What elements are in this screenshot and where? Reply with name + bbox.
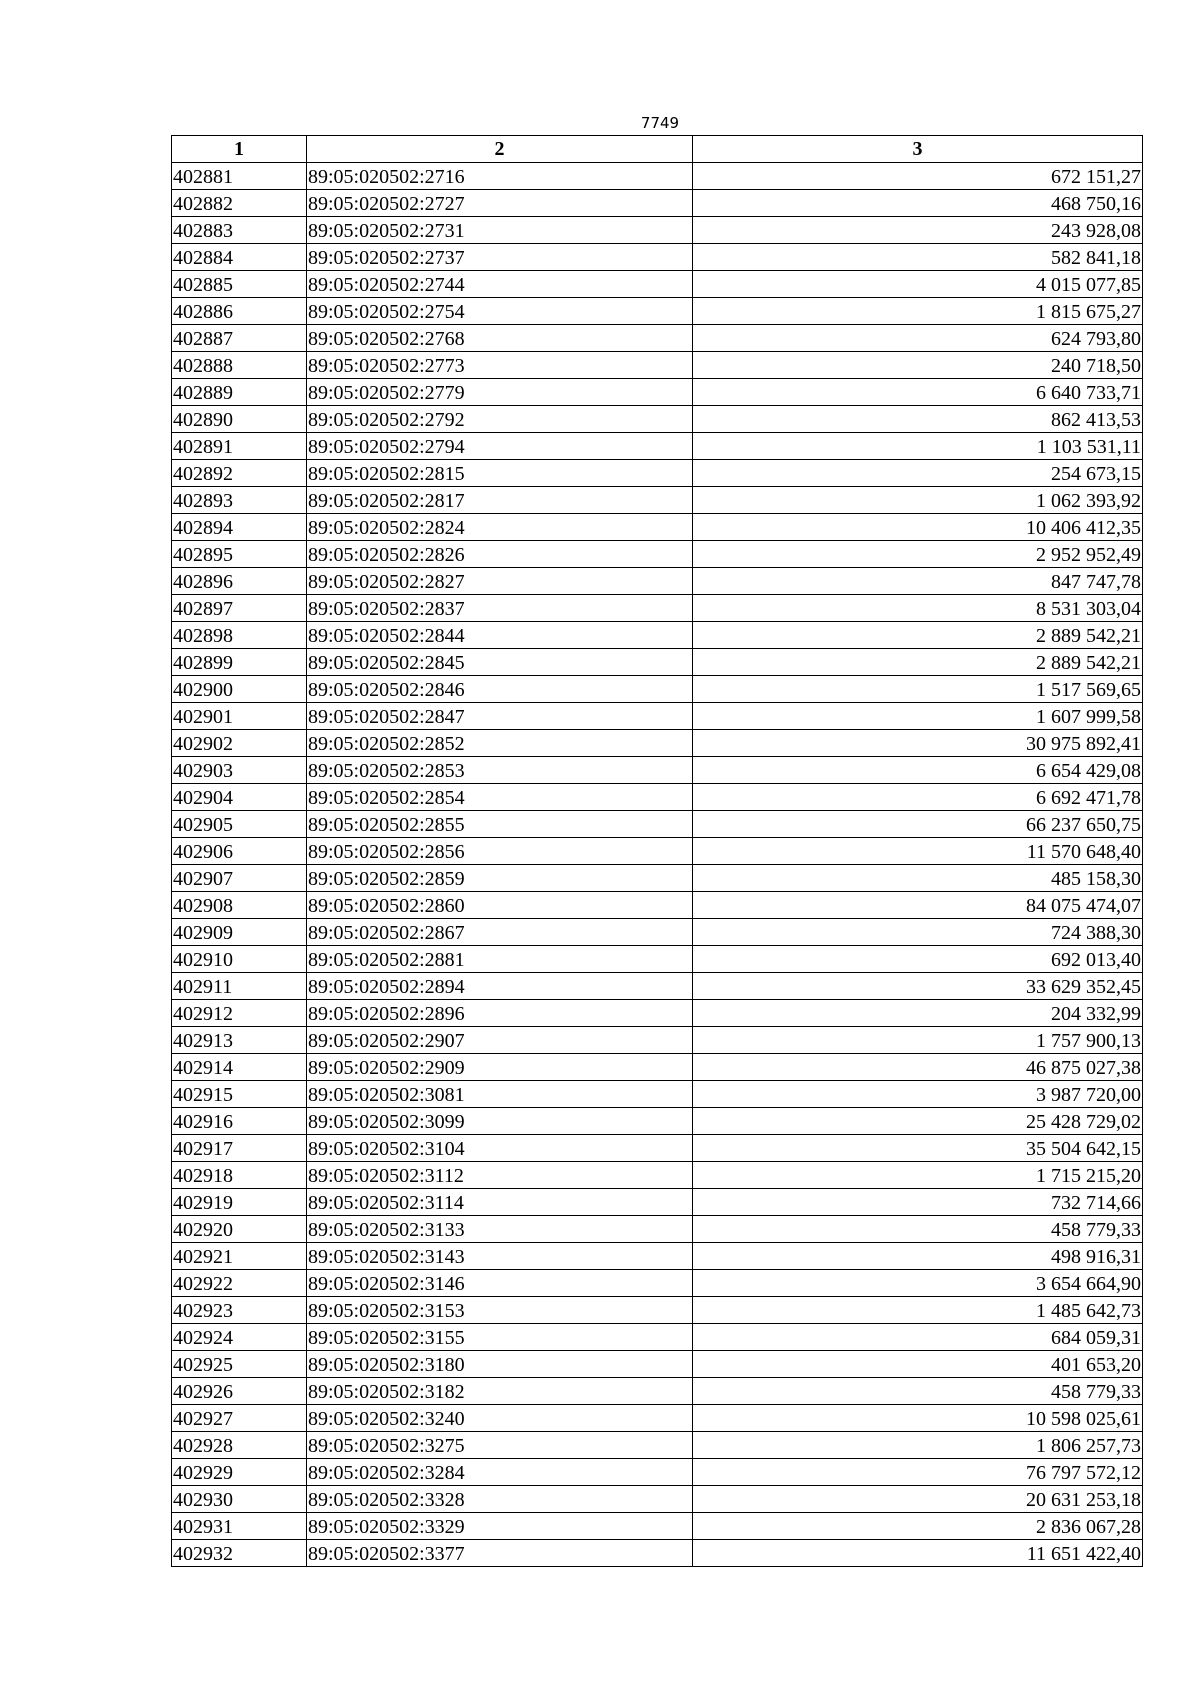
row-number-cell: 402893 xyxy=(172,487,307,514)
row-number-cell: 402881 xyxy=(172,163,307,190)
cadastral-number-cell: 89:05:020502:3114 xyxy=(307,1189,693,1216)
table-row xyxy=(172,217,1143,244)
cadastral-number-cell: 89:05:020502:2716 xyxy=(307,163,693,190)
cadastral-number-cell: 89:05:020502:2847 xyxy=(307,703,693,730)
table-row xyxy=(172,1459,1143,1486)
cadastral-number-cell: 89:05:020502:2855 xyxy=(307,811,693,838)
row-number-cell: 402906 xyxy=(172,838,307,865)
value-cell: 1 062 393,92 xyxy=(693,487,1143,514)
row-number-cell: 402899 xyxy=(172,649,307,676)
row-number-cell: 402891 xyxy=(172,433,307,460)
value-cell: 458 779,33 xyxy=(693,1216,1143,1243)
cadastral-number-cell: 89:05:020502:2907 xyxy=(307,1027,693,1054)
value-cell: 468 750,16 xyxy=(693,190,1143,217)
cadastral-number-cell: 89:05:020502:2779 xyxy=(307,379,693,406)
cadastral-number-cell: 89:05:020502:2837 xyxy=(307,595,693,622)
cadastral-number-cell: 89:05:020502:2845 xyxy=(307,649,693,676)
table-row xyxy=(172,838,1143,865)
row-number-cell: 402924 xyxy=(172,1324,307,1351)
cadastral-number-cell: 89:05:020502:3180 xyxy=(307,1351,693,1378)
row-number-cell: 402910 xyxy=(172,946,307,973)
value-cell: 204 332,99 xyxy=(693,1000,1143,1027)
value-cell: 724 388,30 xyxy=(693,919,1143,946)
cadastral-number-cell: 89:05:020502:3275 xyxy=(307,1432,693,1459)
value-cell: 254 673,15 xyxy=(693,460,1143,487)
row-number-cell: 402897 xyxy=(172,595,307,622)
cadastral-number-cell: 89:05:020502:3155 xyxy=(307,1324,693,1351)
value-cell: 3 654 664,90 xyxy=(693,1270,1143,1297)
row-number-cell: 402914 xyxy=(172,1054,307,1081)
value-cell: 458 779,33 xyxy=(693,1378,1143,1405)
row-number-cell: 402896 xyxy=(172,568,307,595)
table-row xyxy=(172,730,1143,757)
table-row xyxy=(172,1513,1143,1540)
cadastral-number-cell: 89:05:020502:2826 xyxy=(307,541,693,568)
table-row xyxy=(172,1378,1143,1405)
value-cell: 1 757 900,13 xyxy=(693,1027,1143,1054)
row-number-cell: 402902 xyxy=(172,730,307,757)
value-cell: 240 718,50 xyxy=(693,352,1143,379)
cadastral-number-cell: 89:05:020502:2754 xyxy=(307,298,693,325)
row-number-cell: 402909 xyxy=(172,919,307,946)
row-number-cell: 402898 xyxy=(172,622,307,649)
table-row xyxy=(172,244,1143,271)
table-row xyxy=(172,1189,1143,1216)
value-cell: 847 747,78 xyxy=(693,568,1143,595)
value-cell: 624 793,80 xyxy=(693,325,1143,352)
value-cell: 672 151,27 xyxy=(693,163,1143,190)
table-row xyxy=(172,1135,1143,1162)
table-row xyxy=(172,595,1143,622)
cadastral-number-cell: 89:05:020502:3284 xyxy=(307,1459,693,1486)
value-cell: 485 158,30 xyxy=(693,865,1143,892)
row-number-cell: 402925 xyxy=(172,1351,307,1378)
column-header-3: 3 xyxy=(693,136,1143,163)
table-header xyxy=(172,136,1143,163)
value-cell: 11 651 422,40 xyxy=(693,1540,1143,1567)
cadastral-number-cell: 89:05:020502:3112 xyxy=(307,1162,693,1189)
row-number-cell: 402883 xyxy=(172,217,307,244)
cadastral-number-cell: 89:05:020502:3104 xyxy=(307,1135,693,1162)
table-row xyxy=(172,676,1143,703)
cadastral-number-cell: 89:05:020502:3240 xyxy=(307,1405,693,1432)
table-row xyxy=(172,946,1143,973)
value-cell: 1 517 569,65 xyxy=(693,676,1143,703)
row-number-cell: 402915 xyxy=(172,1081,307,1108)
row-number-cell: 402923 xyxy=(172,1297,307,1324)
value-cell: 1 806 257,73 xyxy=(693,1432,1143,1459)
cadastral-number-cell: 89:05:020502:2792 xyxy=(307,406,693,433)
value-cell: 582 841,18 xyxy=(693,244,1143,271)
table-body xyxy=(172,163,1143,1567)
cadastral-number-cell: 89:05:020502:2731 xyxy=(307,217,693,244)
table-row xyxy=(172,1000,1143,1027)
table-row xyxy=(172,379,1143,406)
row-number-cell: 402926 xyxy=(172,1378,307,1405)
value-cell: 10 598 025,61 xyxy=(693,1405,1143,1432)
value-cell: 76 797 572,12 xyxy=(693,1459,1143,1486)
row-number-cell: 402931 xyxy=(172,1513,307,1540)
value-cell: 2 889 542,21 xyxy=(693,622,1143,649)
value-cell: 1 103 531,11 xyxy=(693,433,1143,460)
row-number-cell: 402918 xyxy=(172,1162,307,1189)
table-row xyxy=(172,1351,1143,1378)
cadastral-number-cell: 89:05:020502:2867 xyxy=(307,919,693,946)
value-cell: 33 629 352,45 xyxy=(693,973,1143,1000)
value-cell: 2 889 542,21 xyxy=(693,649,1143,676)
table-row xyxy=(172,1216,1143,1243)
row-number-cell: 402901 xyxy=(172,703,307,730)
table-row xyxy=(172,973,1143,1000)
cadastral-number-cell: 89:05:020502:2815 xyxy=(307,460,693,487)
row-number-cell: 402912 xyxy=(172,1000,307,1027)
row-number-cell: 402895 xyxy=(172,541,307,568)
value-cell: 862 413,53 xyxy=(693,406,1143,433)
cadastral-number-cell: 89:05:020502:2817 xyxy=(307,487,693,514)
row-number-cell: 402929 xyxy=(172,1459,307,1486)
value-cell: 3 987 720,00 xyxy=(693,1081,1143,1108)
table-row xyxy=(172,1243,1143,1270)
table-row xyxy=(172,1108,1143,1135)
table-row xyxy=(172,757,1143,784)
cadastral-number-cell: 89:05:020502:2881 xyxy=(307,946,693,973)
value-cell: 498 916,31 xyxy=(693,1243,1143,1270)
value-cell: 1 485 642,73 xyxy=(693,1297,1143,1324)
value-cell: 66 237 650,75 xyxy=(693,811,1143,838)
value-cell: 25 428 729,02 xyxy=(693,1108,1143,1135)
table-row xyxy=(172,703,1143,730)
row-number-cell: 402920 xyxy=(172,1216,307,1243)
table-row xyxy=(172,1432,1143,1459)
cadastral-number-cell: 89:05:020502:2896 xyxy=(307,1000,693,1027)
row-number-cell: 402932 xyxy=(172,1540,307,1567)
row-number-cell: 402911 xyxy=(172,973,307,1000)
table-row xyxy=(172,433,1143,460)
cadastral-number-cell: 89:05:020502:2859 xyxy=(307,865,693,892)
row-number-cell: 402928 xyxy=(172,1432,307,1459)
value-cell: 6 640 733,71 xyxy=(693,379,1143,406)
header-row xyxy=(172,136,1143,163)
table-row xyxy=(172,1027,1143,1054)
cadastral-number-cell: 89:05:020502:2727 xyxy=(307,190,693,217)
table-row xyxy=(172,811,1143,838)
value-cell: 243 928,08 xyxy=(693,217,1143,244)
row-number-cell: 402922 xyxy=(172,1270,307,1297)
value-cell: 1 715 215,20 xyxy=(693,1162,1143,1189)
page-number: 7749 xyxy=(640,114,680,132)
value-cell: 10 406 412,35 xyxy=(693,514,1143,541)
value-cell: 2 952 952,49 xyxy=(693,541,1143,568)
cadastral-number-cell: 89:05:020502:2844 xyxy=(307,622,693,649)
table-row xyxy=(172,1297,1143,1324)
row-number-cell: 402904 xyxy=(172,784,307,811)
table-row xyxy=(172,487,1143,514)
row-number-cell: 402888 xyxy=(172,352,307,379)
value-cell: 1 815 675,27 xyxy=(693,298,1143,325)
table-row xyxy=(172,1081,1143,1108)
table-row xyxy=(172,568,1143,595)
cadastral-number-cell: 89:05:020502:3182 xyxy=(307,1378,693,1405)
cadastral-number-cell: 89:05:020502:3328 xyxy=(307,1486,693,1513)
cadastral-number-cell: 89:05:020502:3099 xyxy=(307,1108,693,1135)
value-cell: 30 975 892,41 xyxy=(693,730,1143,757)
table-row xyxy=(172,190,1143,217)
cadastral-number-cell: 89:05:020502:2860 xyxy=(307,892,693,919)
row-number-cell: 402887 xyxy=(172,325,307,352)
row-number-cell: 402889 xyxy=(172,379,307,406)
table-row xyxy=(172,919,1143,946)
table-row xyxy=(172,1162,1143,1189)
table-row xyxy=(172,649,1143,676)
row-number-cell: 402927 xyxy=(172,1405,307,1432)
table-row xyxy=(172,325,1143,352)
table-row xyxy=(172,622,1143,649)
cadastral-number-cell: 89:05:020502:2737 xyxy=(307,244,693,271)
row-number-cell: 402916 xyxy=(172,1108,307,1135)
table-row xyxy=(172,1405,1143,1432)
table-row xyxy=(172,460,1143,487)
row-number-cell: 402930 xyxy=(172,1486,307,1513)
value-cell: 4 015 077,85 xyxy=(693,271,1143,298)
cadastral-number-cell: 89:05:020502:3329 xyxy=(307,1513,693,1540)
row-number-cell: 402886 xyxy=(172,298,307,325)
table-row xyxy=(172,1054,1143,1081)
table-row xyxy=(172,406,1143,433)
table-row xyxy=(172,865,1143,892)
value-cell: 46 875 027,38 xyxy=(693,1054,1143,1081)
row-number-cell: 402900 xyxy=(172,676,307,703)
value-cell: 84 075 474,07 xyxy=(693,892,1143,919)
cadastral-number-cell: 89:05:020502:3081 xyxy=(307,1081,693,1108)
row-number-cell: 402919 xyxy=(172,1189,307,1216)
column-header-1: 1 xyxy=(172,136,307,163)
cadastral-number-cell: 89:05:020502:2827 xyxy=(307,568,693,595)
value-cell: 20 631 253,18 xyxy=(693,1486,1143,1513)
data-table xyxy=(171,135,1143,1567)
column-header-2: 2 xyxy=(307,136,693,163)
row-number-cell: 402921 xyxy=(172,1243,307,1270)
table-row xyxy=(172,1270,1143,1297)
row-number-cell: 402907 xyxy=(172,865,307,892)
row-number-cell: 402903 xyxy=(172,757,307,784)
cadastral-number-cell: 89:05:020502:2773 xyxy=(307,352,693,379)
table-row xyxy=(172,298,1143,325)
value-cell: 692 013,40 xyxy=(693,946,1143,973)
row-number-cell: 402908 xyxy=(172,892,307,919)
value-cell: 6 654 429,08 xyxy=(693,757,1143,784)
table-row xyxy=(172,1324,1143,1351)
row-number-cell: 402905 xyxy=(172,811,307,838)
value-cell: 11 570 648,40 xyxy=(693,838,1143,865)
table-row xyxy=(172,163,1143,190)
value-cell: 6 692 471,78 xyxy=(693,784,1143,811)
value-cell: 401 653,20 xyxy=(693,1351,1143,1378)
value-cell: 2 836 067,28 xyxy=(693,1513,1143,1540)
table-row xyxy=(172,541,1143,568)
table-row xyxy=(172,1540,1143,1567)
row-number-cell: 402884 xyxy=(172,244,307,271)
cadastral-number-cell: 89:05:020502:3146 xyxy=(307,1270,693,1297)
value-cell: 8 531 303,04 xyxy=(693,595,1143,622)
row-number-cell: 402917 xyxy=(172,1135,307,1162)
value-cell: 35 504 642,15 xyxy=(693,1135,1143,1162)
cadastral-number-cell: 89:05:020502:3377 xyxy=(307,1540,693,1567)
cadastral-number-cell: 89:05:020502:2852 xyxy=(307,730,693,757)
cadastral-number-cell: 89:05:020502:3133 xyxy=(307,1216,693,1243)
row-number-cell: 402892 xyxy=(172,460,307,487)
table-row xyxy=(172,892,1143,919)
cadastral-number-cell: 89:05:020502:2824 xyxy=(307,514,693,541)
table-row xyxy=(172,352,1143,379)
row-number-cell: 402882 xyxy=(172,190,307,217)
cadastral-number-cell: 89:05:020502:2854 xyxy=(307,784,693,811)
cadastral-number-cell: 89:05:020502:2894 xyxy=(307,973,693,1000)
value-cell: 1 607 999,58 xyxy=(693,703,1143,730)
cadastral-number-cell: 89:05:020502:2794 xyxy=(307,433,693,460)
cadastral-number-cell: 89:05:020502:2853 xyxy=(307,757,693,784)
cadastral-number-cell: 89:05:020502:2846 xyxy=(307,676,693,703)
cadastral-number-cell: 89:05:020502:3153 xyxy=(307,1297,693,1324)
row-number-cell: 402885 xyxy=(172,271,307,298)
table-row xyxy=(172,514,1143,541)
row-number-cell: 402890 xyxy=(172,406,307,433)
row-number-cell: 402894 xyxy=(172,514,307,541)
row-number-cell: 402913 xyxy=(172,1027,307,1054)
table-row xyxy=(172,1486,1143,1513)
cadastral-number-cell: 89:05:020502:2768 xyxy=(307,325,693,352)
table-row xyxy=(172,784,1143,811)
table-row xyxy=(172,271,1143,298)
cadastral-number-cell: 89:05:020502:2856 xyxy=(307,838,693,865)
cadastral-number-cell: 89:05:020502:3143 xyxy=(307,1243,693,1270)
cadastral-number-cell: 89:05:020502:2744 xyxy=(307,271,693,298)
value-cell: 684 059,31 xyxy=(693,1324,1143,1351)
cadastral-number-cell: 89:05:020502:2909 xyxy=(307,1054,693,1081)
value-cell: 732 714,66 xyxy=(693,1189,1143,1216)
